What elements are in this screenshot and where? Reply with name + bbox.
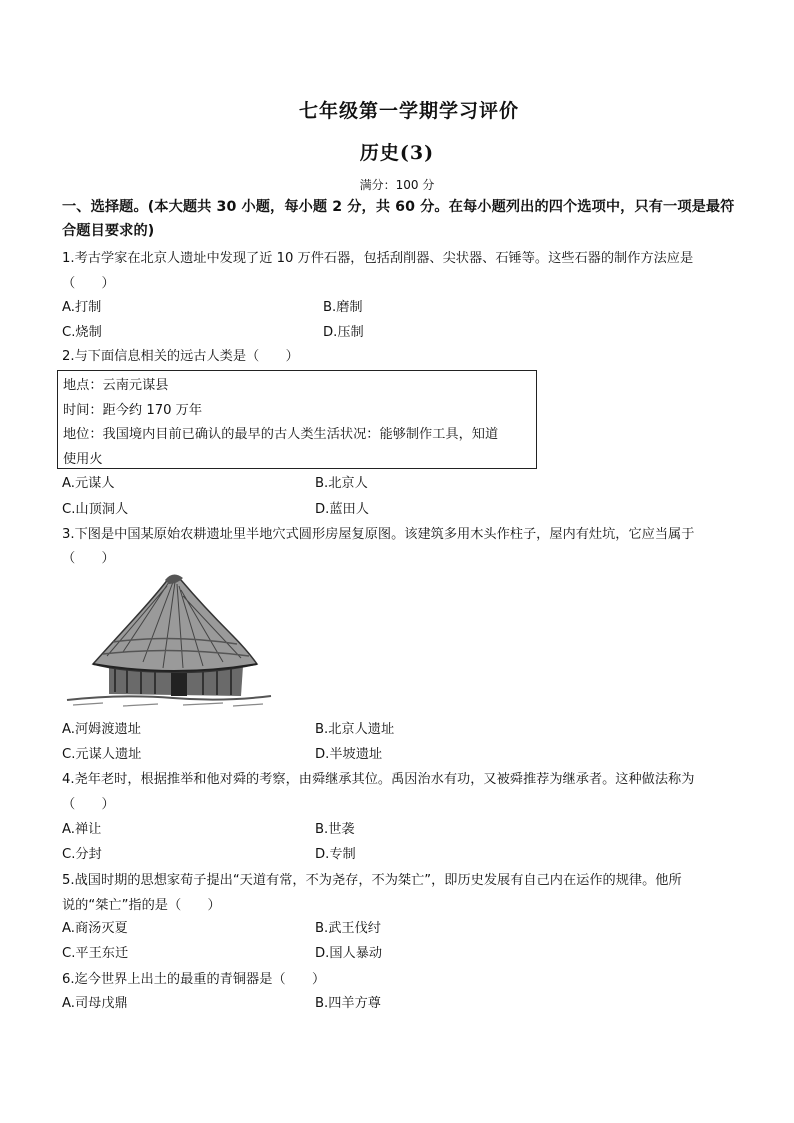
question-3-option-b[interactable]: B.北京人遗址: [315, 722, 395, 737]
question-4-option-b[interactable]: B.世袭: [315, 822, 355, 837]
question-2-stem: 2.与下面信息相关的远古人类是（ ）: [62, 349, 299, 364]
question-1-option-c[interactable]: C.烧制: [62, 325, 102, 340]
page-title: 七年级第一学期学习评价: [298, 100, 519, 122]
question-4-option-d[interactable]: D.专制: [315, 847, 356, 862]
subject-title: 历史(3): [359, 142, 435, 164]
question-4-option-c[interactable]: C.分封: [62, 847, 102, 862]
question-2-option-d[interactable]: D.蓝田人: [315, 502, 369, 517]
question-2-info-box: [57, 370, 537, 469]
info-status-continued: 使用火: [63, 451, 103, 467]
question-5-option-c[interactable]: C.平王东迁: [62, 946, 129, 961]
question-5-stem: 5.战国时期的思想家荀子提出“天道有常，不为尧存，不为桀亡”，即历史发展有自己内在运作的规律。他所: [62, 873, 682, 888]
question-6-option-b[interactable]: B.四羊方尊: [315, 996, 381, 1011]
question-6-stem: 6.迄今世界上出土的最重的青铜器是（ ）: [62, 972, 326, 987]
question-3-answer-paren: （ ）: [62, 551, 115, 566]
question-1-option-b[interactable]: B.磨制: [323, 300, 363, 315]
question-5-option-d[interactable]: D.国人暴动: [315, 946, 383, 961]
question-2-option-c[interactable]: C.山顶洞人: [62, 502, 129, 517]
info-location: 地点：云南元谋县: [63, 378, 169, 393]
question-5-option-a[interactable]: A.商汤灭夏: [62, 921, 128, 936]
question-5-option-b[interactable]: B.武王伐纣: [315, 921, 381, 936]
question-1-option-a[interactable]: A.打制: [62, 300, 102, 315]
question-4-answer-paren: （ ）: [62, 797, 115, 812]
section-heading: 一、选择题。(本大题共 30 小题，每小题 2 分，共 60 分。在每小题列出的四个选项中，只有一项是最符合题目要求的): [62, 199, 735, 239]
question-4-stem: 4.尧年老时，根据推举和他对舜的考察，由舜继承其位。禹因治水有功，又被舜推荐为继承者。这种做法称为: [62, 772, 695, 787]
score-line: 满分：100 分: [359, 178, 435, 192]
question-2-option-b[interactable]: B.北京人: [315, 476, 368, 491]
question-1-answer-paren: （ ）: [62, 276, 115, 291]
info-time: 时间：距今约 170 万年: [63, 402, 203, 418]
hut-illustration: [63, 572, 275, 714]
question-3-option-a[interactable]: A.河姆渡遗址: [62, 722, 141, 737]
question-5-stem-continued: 说的“桀亡”指的是（ ）: [62, 898, 221, 913]
info-status: 地位：我国境内目前已确认的最早的古人类生活状况：能够制作工具，知道: [63, 427, 499, 442]
question-1-option-d[interactable]: D.压制: [323, 325, 364, 340]
question-3-stem: 3.下图是中国某原始农耕遗址里半地穴式圆形房屋复原图。该建筑多用木头作柱子，屋内有灶坑，它应当属于: [62, 527, 695, 542]
question-3-option-c[interactable]: C.元谋人遗址: [62, 747, 142, 762]
question-1-stem: 1.考古学家在北京人遗址中发现了近 10 万件石器，包括刮削器、尖状器、石锤等。这些石器的制作方法应是: [62, 251, 694, 266]
question-6-option-a[interactable]: A.司母戊鼎: [62, 996, 128, 1011]
question-4-option-a[interactable]: A.禅让: [62, 822, 102, 837]
question-3-option-d[interactable]: D.半坡遗址: [315, 747, 383, 762]
question-2-option-a[interactable]: A.元谋人: [62, 476, 115, 491]
